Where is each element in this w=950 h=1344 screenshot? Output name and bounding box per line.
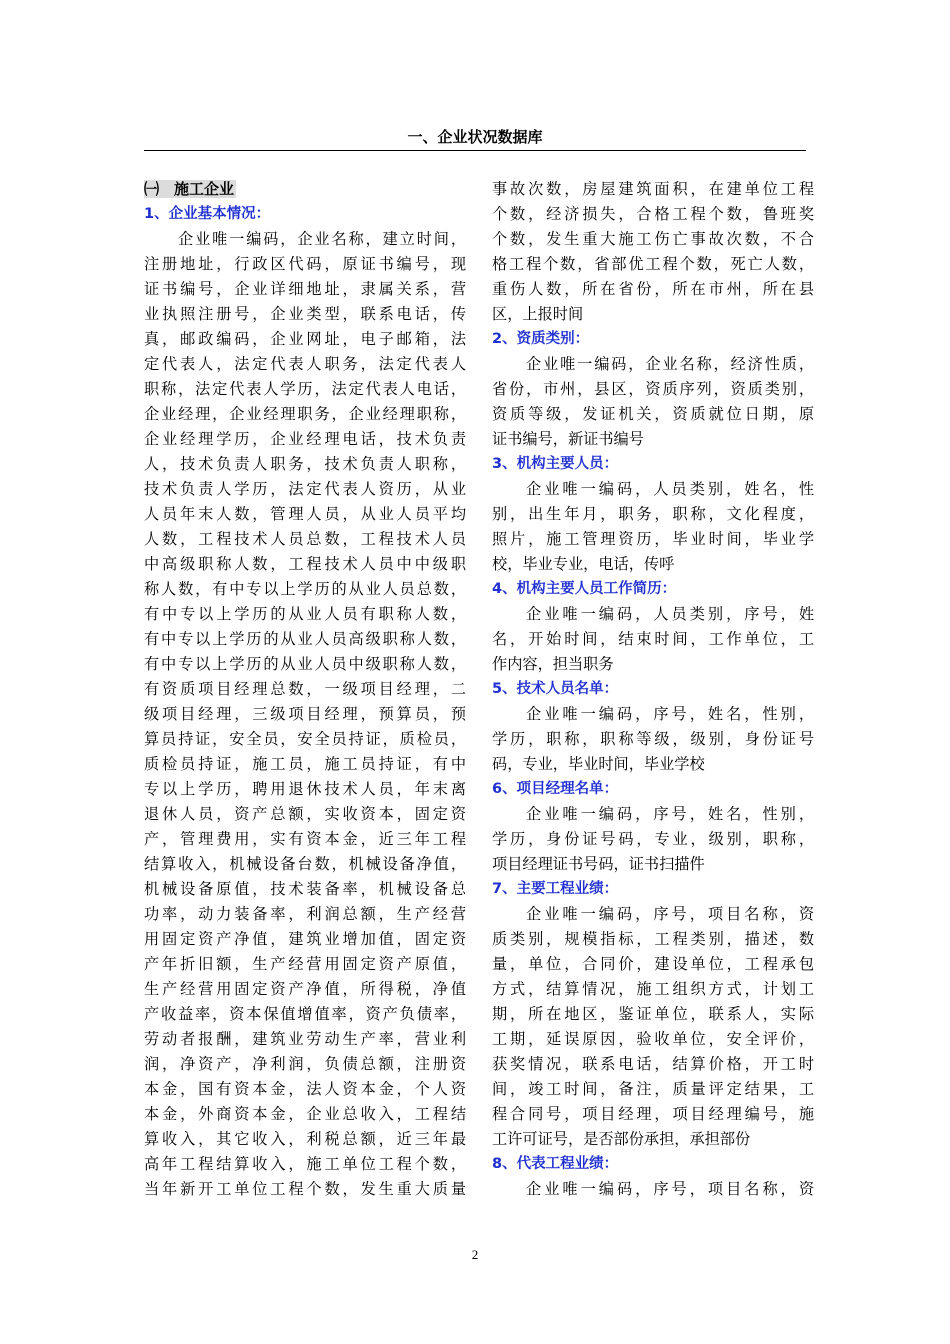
title-divider — [144, 150, 806, 151]
left-column — [144, 177, 466, 1202]
text-line: 机械设备原值，技术装备率，机械设备总 — [144, 880, 466, 898]
section-body-1 — [144, 227, 466, 1202]
text-line: 润，净资产，净利润，负债总额，注册资 — [144, 1055, 466, 1073]
section-body-3 — [492, 477, 814, 577]
text-line: 有资质项目经理总数，一级项目经理，二 — [144, 680, 466, 698]
text-line: 本金，国有资本金，法人资本金，个人资 — [144, 1080, 466, 1098]
section-heading-7: 7、主要工程业绩： — [492, 881, 619, 897]
text-line: 高年工程结算收入，施工单位工程个数， — [144, 1155, 466, 1173]
text-line: 项目经理证书号码，证书扫描件 — [492, 855, 705, 873]
section-body-2 — [492, 352, 814, 452]
page-number: 2 — [471, 1247, 479, 1262]
section-heading-2: 2、资质类别： — [492, 331, 590, 347]
text-line: 算员持证，安全员，安全员持证，质检员， — [144, 730, 466, 748]
text-line: 学历，身份证号码，专业，级别，职称， — [492, 830, 814, 848]
text-line: 算收入，其它收入，利税总额，近三年最 — [144, 1130, 466, 1148]
section-heading-8: 8、代表工程业绩： — [492, 1156, 619, 1172]
section-list — [492, 327, 814, 1202]
text-line: 定代表人，法定代表人职务，法定代表人 — [144, 355, 466, 373]
text-line: 专以上学历，聘用退休技术人员，年末离 — [144, 780, 466, 798]
section-heading-4: 4、机构主要人员工作简历： — [492, 581, 677, 597]
text-line: 码，专业，毕业时间，毕业学校 — [492, 755, 705, 773]
text-line: 名，开始时间，结束时间，工作单位，工 — [492, 630, 814, 648]
part-heading-text: ㈠ 施工企业 — [144, 180, 235, 198]
text-line: 工期，延误原因，验收单位，安全评价， — [492, 1030, 814, 1048]
text-line: 作内容，担当职务 — [492, 655, 614, 673]
text-line: 程合同号，项目经理，项目经理编号，施 — [492, 1105, 814, 1123]
text-line: 功率，动力装备率，利润总额，生产经营 — [144, 905, 466, 923]
text-line: 企业唯一编码，序号，姓名，性别， — [526, 705, 814, 723]
text-line: 人，技术负责人职务，技术负责人职称， — [144, 455, 466, 473]
text-line: 个数，发生重大施工伤亡事故次数，不合 — [492, 230, 814, 248]
section-body-7 — [492, 902, 814, 1152]
text-line: 校，毕业专业，电话，传呼 — [492, 555, 675, 573]
text-line: 企业唯一编码，人员类别，序号，姓 — [526, 605, 814, 623]
text-line: 称人数，有中专以上学历的从业人员总数， — [144, 580, 466, 598]
text-line: 结算收入，机械设备台数，机械设备净值， — [144, 855, 466, 873]
text-line: 退休人员，资产总额，实收资本，固定资 — [144, 805, 466, 823]
text-line: 个数，经济损失，合格工程个数，鲁班奖 — [492, 205, 814, 223]
text-line: 获奖情况，联系电话，结算价格，开工时 — [492, 1055, 814, 1073]
text-line: 期，所在地区，鉴证单位，联系人，实际 — [492, 1005, 814, 1023]
text-line: 人数，工程技术人员总数，工程技术人员 — [144, 530, 466, 548]
text-line: 技术负责人学历，法定代表人资历，从业 — [144, 480, 466, 498]
text-line: 资质等级，发证机关，资质就位日期，原 — [492, 405, 814, 423]
text-line: 人员年末人数，管理人员，从业人员平均 — [144, 505, 466, 523]
text-line: 劳动者报酬，建筑业劳动生产率，营业利 — [144, 1030, 466, 1048]
text-line: 生产经营用固定资产净值，所得税，净值 — [144, 980, 466, 998]
text-line: 企业唯一编码，序号，项目名称，资 — [526, 905, 814, 923]
text-line: 证书编号，新证书编号 — [492, 430, 644, 448]
text-line: 产，管理费用，实有资本金，近三年工程 — [144, 830, 466, 848]
text-line: 企业唯一编码，企业名称，建立时间， — [178, 230, 466, 248]
text-line: 企业唯一编码，企业名称，经济性质， — [526, 355, 814, 373]
text-line: 有中专以上学历的从业人员有职称人数， — [144, 605, 466, 623]
part-heading — [144, 177, 466, 202]
text-line: 企业唯一编码，序号，姓名，性别， — [526, 805, 814, 823]
text-line: 间，竣工时间，备注，质量评定结果，工 — [492, 1080, 814, 1098]
text-line: 注册地址，行政区代码，原证书编号，现 — [144, 255, 466, 273]
text-line: 方式，结算情况，施工组织方式，计划工 — [492, 980, 814, 998]
text-line: 事故次数，房屋建筑面积，在建单位工程 — [492, 180, 814, 198]
section-body-1-continued — [492, 177, 814, 327]
section-heading-3: 3、机构主要人员： — [492, 456, 619, 472]
text-line: 企业经理，企业经理职务，企业经理职称， — [144, 405, 466, 423]
right-column — [492, 177, 814, 1202]
page-title: 一、企业状况数据库 — [407, 128, 543, 146]
section-body-8 — [492, 1177, 814, 1202]
text-line: 真，邮政编码，企业网址，电子邮箱，法 — [144, 330, 466, 348]
text-line: 企业唯一编码，人员类别，姓名，性 — [526, 480, 814, 498]
text-line: 别，出生年月，职务，职称，文化程度， — [492, 505, 814, 523]
text-line: 企业唯一编码，序号，项目名称，资 — [526, 1180, 814, 1198]
section-body-6 — [492, 802, 814, 877]
text-line: 当年新开工单位工程个数，发生重大质量 — [144, 1180, 466, 1198]
text-line: 省份，市州，县区，资质序列，资质类别， — [492, 380, 814, 398]
text-line: 学历，职称，职称等级，级别，身份证号 — [492, 730, 814, 748]
text-line: 级项目经理，三级项目经理，预算员，预 — [144, 705, 466, 723]
text-line: 格工程个数，省部优工程个数，死亡人数， — [492, 255, 814, 273]
text-line: 质检员持证，施工员，施工员持证，有中 — [144, 755, 466, 773]
text-line: 中高级职称人数，工程技术人员中中级职 — [144, 555, 466, 573]
text-line: 量，单位，合同价，建设单位，工程承包 — [492, 955, 814, 973]
text-line: 有中专以上学历的从业人员高级职称人数， — [144, 630, 466, 648]
text-line: 本金，外商资本金，企业总收入，工程结 — [144, 1105, 466, 1123]
text-line: 产年折旧额，生产经营用固定资产原值， — [144, 955, 466, 973]
text-line: 工许可证号，是否部份承担，承担部份 — [492, 1130, 751, 1148]
section-heading-5: 5、技术人员名单： — [492, 681, 619, 697]
text-line: 重伤人数，所在省份，所在市州，所在县 — [492, 280, 814, 298]
text-line: 区，上报时间 — [492, 305, 584, 323]
section-body-5 — [492, 702, 814, 777]
text-line: 企业经理学历，企业经理电话，技术负责 — [144, 430, 466, 448]
text-line: 证书编号，企业详细地址，隶属关系，营 — [144, 280, 466, 298]
section-body-4 — [492, 602, 814, 677]
text-line: 业执照注册号，企业类型，联系电话，传 — [144, 305, 466, 323]
section-heading-1: 1、企业基本情况： — [144, 206, 271, 222]
text-line: 产收益率，资本保值增值率，资产负债率， — [144, 1005, 466, 1023]
text-line: 职称，法定代表人学历，法定代表人电话， — [144, 380, 466, 398]
section-heading-6: 6、项目经理名单： — [492, 781, 619, 797]
text-line: 用固定资产净值，建筑业增加值，固定资 — [144, 930, 466, 948]
text-line: 质类别，规模指标，工程类别，描述，数 — [492, 930, 814, 948]
text-line: 有中专以上学历的从业人员中级职称人数， — [144, 655, 466, 673]
text-line: 照片，施工管理资历，毕业时间，毕业学 — [492, 530, 814, 548]
